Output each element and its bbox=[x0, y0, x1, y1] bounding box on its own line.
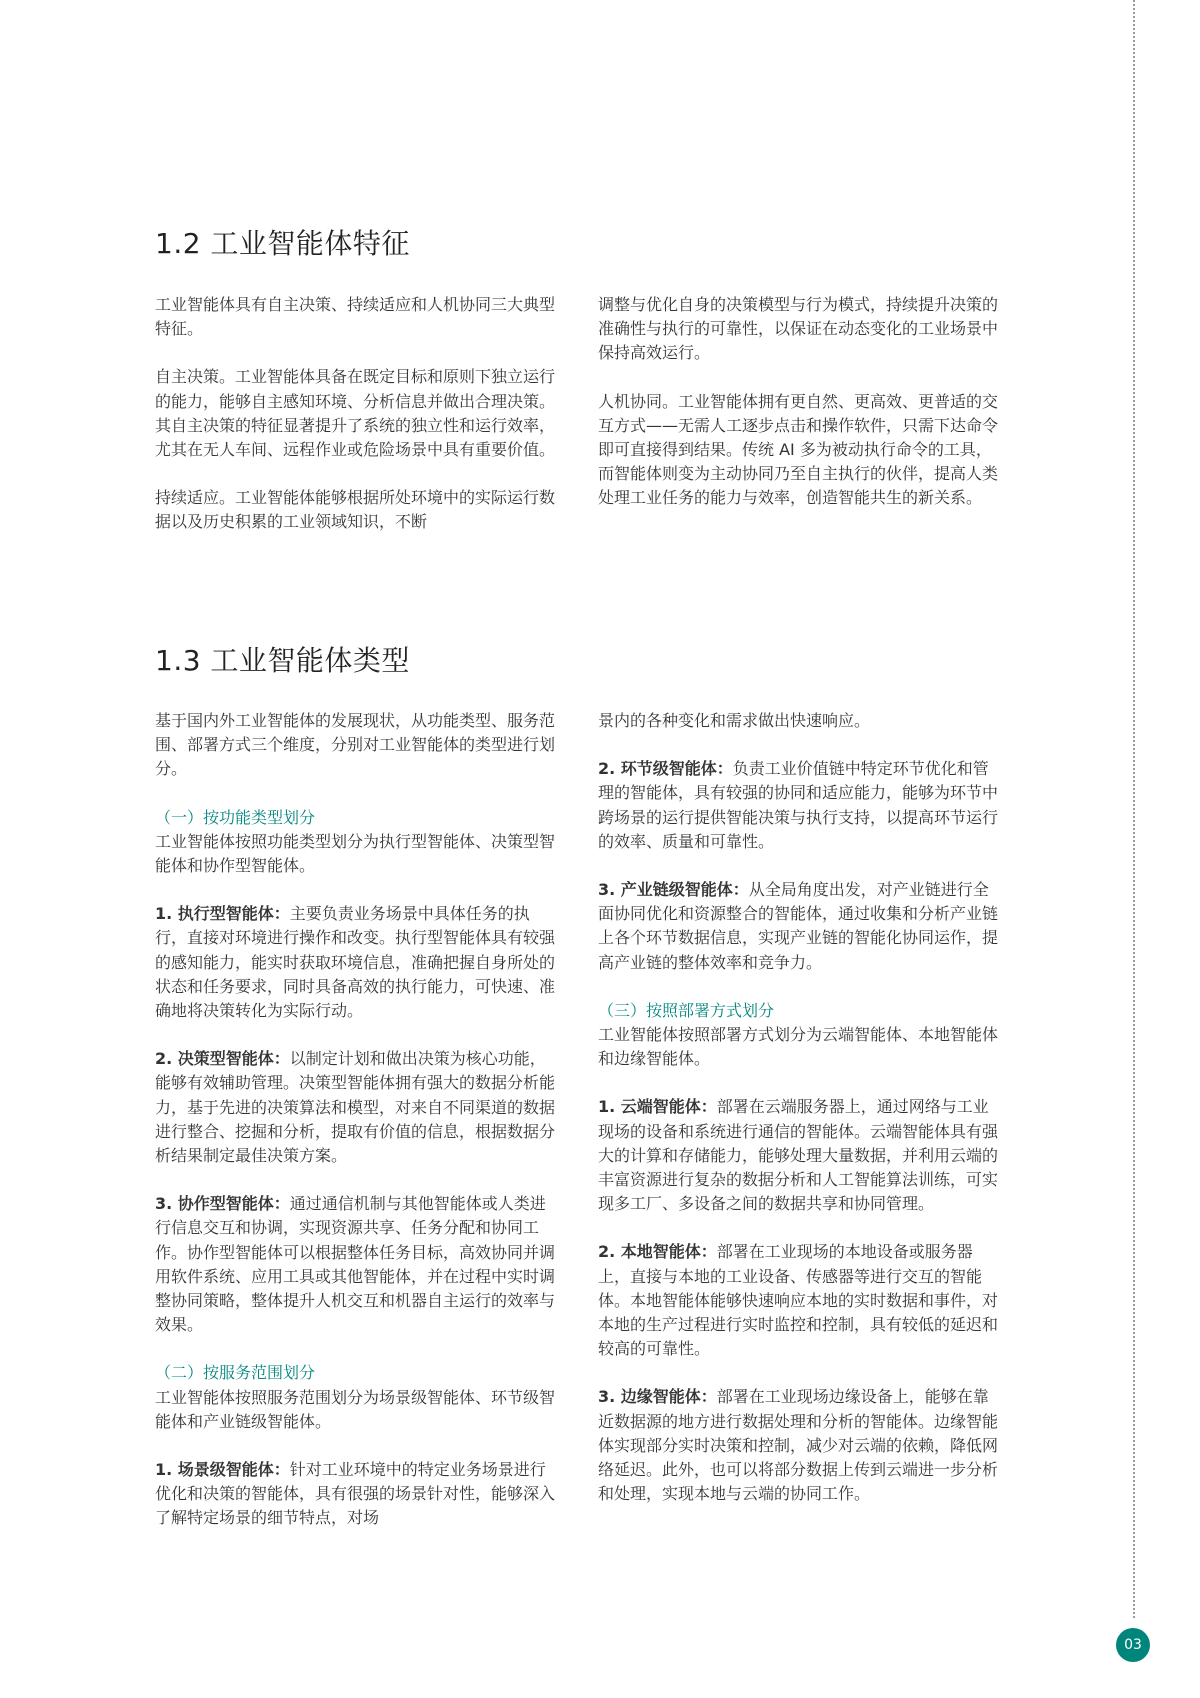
item-label: 2. 本地智能体： bbox=[598, 1242, 717, 1262]
item-text: 针对工业环境中的特定业务场景进行优化和决策的智能体，具有很强的场景针对性，能够深入了解特定场景的细节特点，对场 bbox=[155, 1460, 556, 1528]
section-1-2-right-column bbox=[598, 293, 1002, 511]
item-text: 负责工业价值链中特定环节优化和管理的智能体，具有较强的协同和适应能力，能够为环节中跨场景的运行提供智能决策与执行支持，以提高环节运行的效率、质量和可靠性。 bbox=[598, 759, 999, 851]
paragraph-intro: 工业智能体具有自主决策、持续适应和人机协同三大典型特征。 bbox=[155, 295, 556, 339]
item-scene-agent bbox=[155, 1458, 559, 1531]
item-text: 部署在工业现场边缘设备上，能够在靠近数据源的地方进行数据处理和分析的智能体。边缘智能体实现部分实时决策和控制，减少对云端的依赖，降低网络延迟。此外，也可以将部分数据上传到云端进一步分析和处理，实现本地与云端的协同工作。 bbox=[598, 1387, 999, 1504]
item-text: 主要负责业务场景中具体任务的执行，直接对环境进行操作和改变。执行型智能体具有较强的感知能力，能实时获取环境信息，准确把握自身所处的状态和任务要求，同时具备高效的执行能力，可快速、准确地将决策转化为实际行动。 bbox=[155, 904, 556, 1021]
item-text: 部署在云端服务器上，通过网络与工业现场的设备和系统进行通信的智能体。云端智能体具有强大的计算和存储能力，能够处理大量数据，并利用云端的丰富资源进行复杂的数据分析和人工智能算法训练，可实现多工厂、多设备之间的数据共享和协同管理。 bbox=[598, 1097, 999, 1214]
paragraph-continuous-adaptation: 持续适应。工业智能体能够根据所处环境中的实际运行数据以及历史积累的工业领域知识，不断 bbox=[155, 488, 556, 532]
item-label: 1. 场景级智能体： bbox=[155, 1460, 290, 1480]
item-industry-chain-agent bbox=[598, 878, 1002, 975]
item-text: 以制定计划和做出决策为核心功能，能够有效辅助管理。决策型智能体拥有强大的数据分析能力，基于先进的决策算法和模型，对来自不同渠道的数据进行整合、挖掘和分析，提取有价值的信息，根据数据分析结果制定最佳决策方案。 bbox=[155, 1049, 556, 1166]
item-local-agent bbox=[598, 1240, 1002, 1361]
item-text: 通过通信机制与其他智能体或人类进行信息交互和协调，实现资源共享、任务分配和协同工作。协作型智能体可以根据整体任务目标，高效协同并调用软件系统、应用工具或其他智能体，并在过程中实时调整协同策略，整体提升人机交互和机器自主运行的效率与效果。 bbox=[155, 1194, 556, 1335]
paragraph-service-intro: 工业智能体按照服务范围划分为场景级智能体、环节级智能体和产业链级智能体。 bbox=[155, 1387, 556, 1431]
item-text: 部署在工业现场的本地设备或服务器上，直接与本地的工业设备、传感器等进行交互的智能体。本地智能体能够快速响应本地的实时数据和事件，对本地的生产过程进行实时监控和控制，具有较低的延迟和较高的可靠性。 bbox=[598, 1242, 999, 1359]
subheading-by-function: （一）按功能类型划分 bbox=[155, 807, 316, 827]
item-cloud-agent bbox=[598, 1095, 1002, 1216]
item-label: 1. 执行型智能体： bbox=[155, 904, 290, 924]
paragraph-autonomous-decision: 自主决策。工业智能体具备在既定目标和原则下独立运行的能力，能够自主感知环境、分析信息并做出合理决策。其自主决策的特征显著提升了系统的独立性和运行效率，尤其在无人车间、远程作业或危险场景中具有重要价值。 bbox=[155, 367, 556, 460]
item-execution-agent bbox=[155, 902, 559, 1023]
section-1-3-right-column bbox=[598, 709, 1002, 1506]
paragraph-human-machine-collab: 人机协同。工业智能体拥有更自然、更高效、更普适的交互方式——无需人工逐步点击和操作软件，只需下达命令即可直接得到结果。传统 AI 多为被动执行命令的工具，而智能体则变为主动协同乃至自主执行的伙伴，提高人类处理工业任务的能力与效率，创造智能共生的新关系。 bbox=[598, 391, 999, 508]
paragraph-function-intro: 工业智能体按照功能类型划分为执行型智能体、决策型智能体和协作型智能体。 bbox=[155, 831, 556, 876]
item-label: 2. 决策型智能体： bbox=[155, 1049, 290, 1069]
section-title-1-2: 1.2 工业智能体特征 bbox=[155, 227, 410, 260]
item-label: 1. 云端智能体： bbox=[598, 1097, 717, 1117]
page-number-badge: 03 bbox=[1116, 1628, 1150, 1662]
item-label: 2. 环节级智能体： bbox=[598, 759, 733, 779]
section-1-3-left-column bbox=[155, 709, 559, 1531]
item-text: 从全局角度出发，对产业链进行全面协同优化和资源整合的智能体，通过收集和分析产业链上各个环节数据信息，实现产业链的智能化协同运作，提高产业链的整体效率和竞争力。 bbox=[598, 880, 999, 972]
paragraph-types-intro: 基于国内外工业智能体的发展现状，从功能类型、服务范围、部署方式三个维度，分别对工业智能体的类型进行划分。 bbox=[155, 711, 556, 779]
item-decision-agent bbox=[155, 1047, 559, 1168]
item-label: 3. 产业链级智能体： bbox=[598, 880, 749, 900]
subheading-by-deployment: （三）按照部署方式划分 bbox=[598, 1000, 775, 1020]
section-title-1-3: 1.3 工业智能体类型 bbox=[155, 644, 410, 677]
item-scene-agent-cont: 景内的各种变化和需求做出快速响应。 bbox=[598, 711, 871, 730]
paragraph-continuous-adaptation-cont: 调整与优化自身的决策模型与行为模式，持续提升决策的准确性与执行的可靠性，以保证在动态变化的工业场景中保持高效运行。 bbox=[598, 295, 999, 363]
item-edge-agent bbox=[598, 1385, 1002, 1506]
item-collaborative-agent bbox=[155, 1192, 559, 1337]
section-1-2-left-column bbox=[155, 293, 559, 535]
item-link-agent bbox=[598, 757, 1002, 854]
item-label: 3. 协作型智能体： bbox=[155, 1194, 290, 1214]
subheading-by-service-scope: （二）按服务范围划分 bbox=[155, 1363, 316, 1383]
item-label: 3. 边缘智能体： bbox=[598, 1387, 717, 1407]
page-edge-dotted-line bbox=[1133, 0, 1135, 1618]
paragraph-deploy-intro: 工业智能体按照部署方式划分为云端智能体、本地智能体和边缘智能体。 bbox=[598, 1025, 999, 1069]
